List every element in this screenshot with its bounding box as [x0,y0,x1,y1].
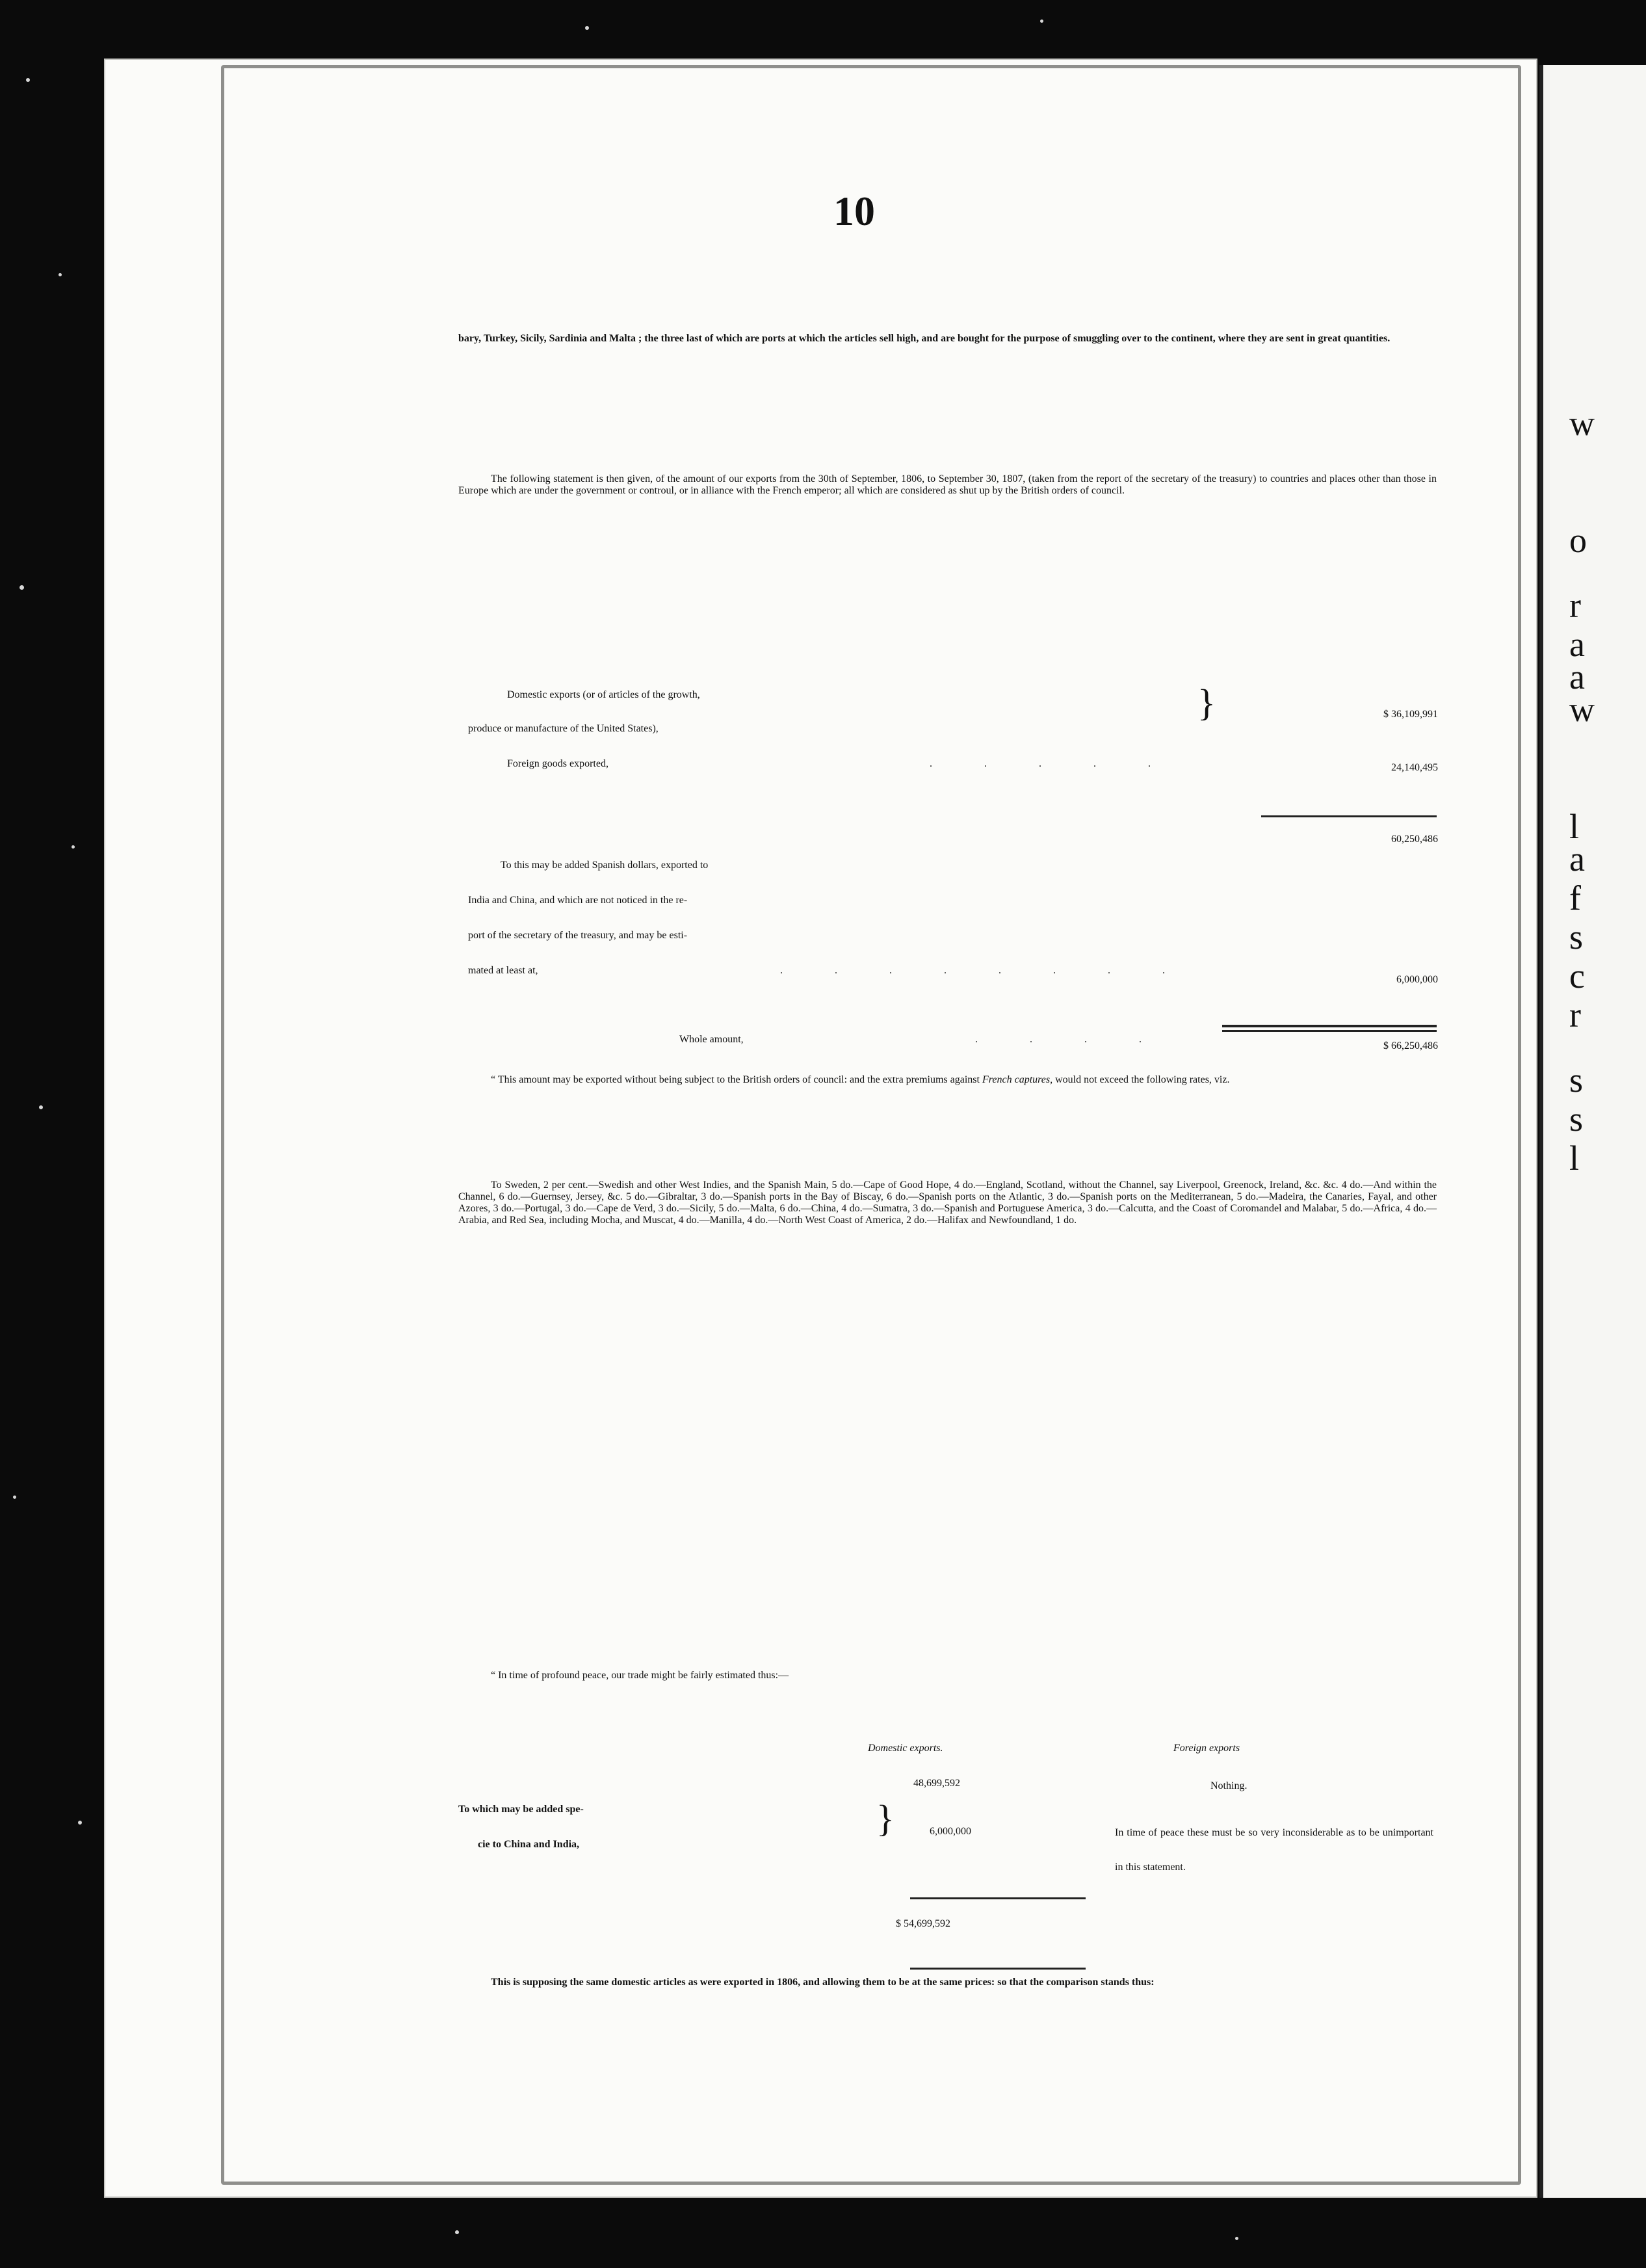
statement-paragraph-text: The following statement is then given, of the amount of our exports from the 30th of September, 1806, to September 30, 1807, (taken from the report of the secretary of the treasury) to countries and places other than those in Europe which are under the government or controul, or in alliance with the French emperor; all which are considered as shut up by the British orders of council. [458,473,1437,496]
adjacent-page-fragment: l [1569,1139,1580,1178]
spanish-text: mated at least at, [468,965,538,976]
whole-amount-line [679,1034,744,1046]
peace-paragraph-text: “ In time of profound peace, our trade might be fairly estimated thus:— [491,1670,789,1681]
col-header-foreign [1173,1743,1240,1754]
adjacent-page-fragment: l [1569,807,1580,846]
total-rule [910,1968,1086,1970]
speck [39,1105,43,1109]
speck [72,845,75,849]
peace-total [896,1918,950,1930]
adjacent-page-fragment: a [1569,657,1585,696]
adjacent-page-fragment: f [1569,878,1581,917]
adjacent-page-fragment: a [1569,839,1585,878]
closing-paragraph [458,1977,1437,1988]
specie-label: cie to China and India, [478,1839,580,1850]
domestic-exports-label: Domestic exports (or of articles of the growth, [507,689,700,700]
col-header-domestic [868,1743,943,1754]
adjacent-page-fragment: s [1569,917,1584,956]
foreign-goods-amount: 24,140,495 [1391,762,1438,773]
speck [13,1496,16,1499]
spanish-line-2 [468,895,687,906]
domestic-value [913,1778,960,1789]
spanish-text: India and China, and which are not noticed in the re- [468,895,688,906]
brace-icon: } [1197,681,1216,724]
domestic-exports-label-line1 [507,689,700,701]
speck [585,26,589,30]
col-header: Foreign exports [1173,1743,1240,1754]
quote-paragraph [458,1074,1437,1086]
peace-paragraph [458,1670,1437,1681]
whole-amount-label: Whole amount, [679,1034,744,1045]
quote-text: would not exceed the following rates, viz. [1055,1074,1230,1085]
adjacent-page-edge [1539,65,1646,2198]
adjacent-page-fragment: r [1569,996,1581,1035]
domestic-exports-amount: $ 36,109,991 [1383,709,1438,720]
spanish-line-3 [468,930,687,942]
adjacent-page-fragment: w [1569,404,1595,443]
specie-value-text: 6,000,000 [930,1826,971,1837]
speck [1040,20,1043,23]
specie-label-line1 [458,1804,584,1815]
speck [455,2230,459,2234]
rates-paragraph [458,1180,1437,1226]
peace-total-text: $ 54,699,592 [896,1918,950,1929]
total-rule [1222,1025,1437,1027]
specie-value [930,1826,971,1838]
sum-rule [1261,815,1437,817]
quote-text: “ This amount may be exported without being subject to the British orders of council: and the extra premiums against [491,1074,980,1085]
leader-dots: . . . . [975,1034,1166,1045]
spanish-line-4 [468,965,538,977]
foreign-value-text: Nothing. [1210,1780,1248,1791]
specie-label: To which may be added spe- [458,1804,584,1815]
adjacent-page-fragment: o [1569,521,1587,560]
speck [78,1821,82,1825]
adjacent-page-fragment: w [1569,690,1595,729]
foreign-goods-label: Foreign goods exported, [507,758,608,769]
speck [1235,2237,1238,2240]
speck [59,273,62,276]
domestic-exports-label: produce or manufacture of the United States), [468,723,659,734]
col-header: Domestic exports. [868,1743,943,1754]
closing-paragraph-text: This is supposing the same domestic articles as were exported in 1806, and allowing them to be at the same prices: so that the comparison stands thus: [491,1977,1155,1988]
leader-dots: . . . . . [930,758,1175,769]
foreign-value [1210,1780,1247,1792]
speck [26,78,30,82]
spanish-text: To this may be added Spanish dollars, exported to [501,860,709,871]
brace-icon: } [876,1797,895,1839]
page-number: 10 [833,188,875,234]
adjacent-page-fragment: a [1569,625,1585,664]
domestic-value-text: 48,699,592 [913,1778,960,1789]
rates-paragraph-text: To Sweden, 2 per cent.—Swedish and other West Indies, and the Spanish Main, 5 do.—Cape of Good Hope, 4 do.—England, Scotland, without the Channel, say Liverpool, Greenock, Ireland, &c. &c. 4 do.—And within the Channel, 6 do.—Guernsey, Jersey, &c. 5 do.—Gibraltar, 3 do.—Spanish ports in the Bay of Biscay, 6 do.—Spanish ports on the Atlantic, 3 do.—Spanish ports on the Mediterranean, 5 do.—Madeira, the Canaries, Fayal, and other Azores, 3 do.—Portugal, 3 do.—Cape de Verd, 3 do.—Sicily, 5 do.—Malta, 6 do.—China, 4 do.—Sumatra, 3 do.—Spanish and Portuguese America, 3 do.—Calcutta, and the Coast of Coromandel and Malabar, 5 do.—Africa, 4 do.—Arabia, and Red Sea, including Mocha, and Muscat, 4 do.—Manilla, 4 do.—North West Coast of America, 2 do.—Halifax and Newfoundland, 1 do. [458,1180,1437,1226]
foreign-goods-line [507,758,608,770]
quote-italic-text: French captures, [982,1074,1053,1085]
spanish-line-1 [501,860,708,871]
specie-label-line2 [478,1839,579,1851]
speck [20,585,24,590]
peace-note [1115,1815,1433,1884]
peace-note-text: In time of peace these must be so very inconsiderable as to be unimportant in this statement. [1115,1827,1433,1873]
sum-rule [910,1897,1086,1899]
adjacent-page-fragment: s [1569,1100,1584,1139]
statement-paragraph [458,473,1437,497]
subtotal-amount: 60,250,486 [1391,834,1438,845]
domestic-exports-label-line2 [468,723,659,735]
opening-paragraph-text: bary, Turkey, Sicily, Sardinia and Malta ; the three last of which are ports at which the articles sell high, and are bought for the purpose of smuggling over to the continent, where they are sent in great quantities. [458,333,1391,344]
leader-dots: . . . . . . . . [780,965,1190,976]
spanish-amount: 6,000,000 [1396,974,1438,985]
spanish-text: port of the secretary of the treasury, and may be esti- [468,930,688,941]
total-rule [1222,1030,1437,1032]
adjacent-page-fragment: c [1569,956,1585,996]
whole-amount: $ 66,250,486 [1383,1040,1438,1051]
adjacent-page-fragment: r [1569,586,1581,625]
adjacent-page-fragment: s [1569,1061,1584,1100]
opening-paragraph [458,333,1437,345]
